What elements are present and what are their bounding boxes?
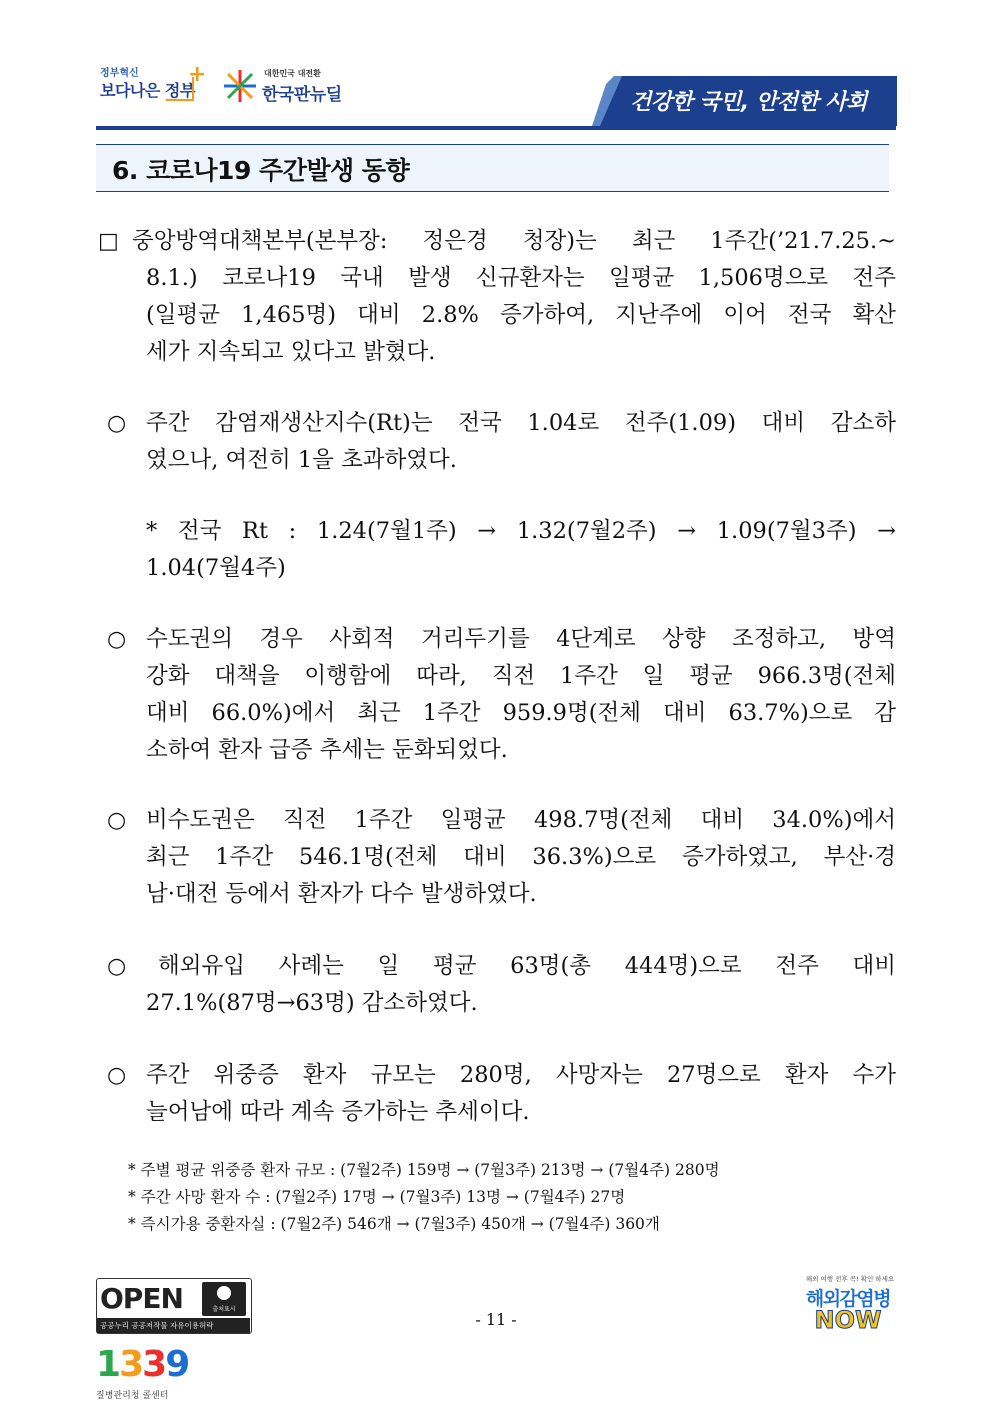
new-deal-top-text: 대한민국 대전환: [264, 69, 321, 78]
govt-innovation-logo: [100, 62, 207, 112]
bullet-capital-area: [146, 621, 896, 769]
bullet-line: 수도권의 경우 사회적 거리두기를 4단계로 상향 조정하고, 방역: [146, 626, 896, 652]
bullet-line: 주간 위중증 환자 규모는 280명, 사망자는 27명으로 환자 수가: [146, 1062, 896, 1088]
now-sub-text: NOW: [814, 1306, 882, 1334]
kogl-open-badge: [96, 1278, 252, 1334]
bullet-line: 27.1%(87명→63명) 감소하였다.: [146, 990, 478, 1016]
now-top-text: 해외 여행 전후 꼭! 확인 하세요: [805, 1275, 895, 1283]
kdca-1339-logo: [96, 1344, 206, 1402]
paragraph-line: (일평균 1,465명) 대비 2.8% 증가하여, 지난주에 이어 전국 확산: [146, 302, 896, 328]
paragraph-line: 중앙방역대책본부(본부장: 정은경 청장)는 최근 1주간(’21.7.25.~: [132, 228, 896, 254]
paragraph-line: 세가 지속되고 있다고 밝혔다.: [146, 339, 436, 365]
govt-logo-top-text: 정부혁신: [100, 68, 139, 79]
page-number: - 11 -: [475, 1310, 517, 1329]
square-bullet-icon: □: [98, 229, 119, 254]
plus-icon: +: [188, 62, 207, 87]
circle-bullet-icon: ○: [107, 411, 127, 436]
footnote-icu: * 즉시가용 중환자실 : (7월2주) 546개 → (7월3주) 450개 → (7월4주) 360개: [128, 1215, 660, 1233]
new-deal-main-text: 한국판뉴딜: [262, 85, 342, 105]
bullet-line: 대비 66.0%)에서 최근 1주간 959.9명(전체 대비 63.7%)으로 감: [146, 700, 896, 726]
korean-new-deal-logo: [222, 64, 362, 110]
open-side-text: 출처표시: [212, 1306, 236, 1313]
header-divider: [96, 126, 896, 130]
slogan-banner: [592, 76, 897, 126]
bullet-severe-cases: [146, 1057, 896, 1131]
paragraph-line: 8.1.) 코로나19 국내 발생 신규환자는 일평균 1,506명으로 전주: [146, 265, 896, 291]
circle-bullet-icon: ○: [107, 808, 127, 833]
bullet-rt: [146, 405, 896, 479]
slogan-text: 건강한 국민, 안전한 사회: [630, 90, 867, 115]
circle-bullet-icon: ○: [107, 627, 127, 652]
bullet-line: 주간 감염재생산지수(Rt)는 전국 1.04로 전주(1.09) 대비 감소하: [146, 410, 896, 436]
main-paragraph-continued: [146, 260, 896, 371]
footnote-severe: * 주별 평균 위중증 환자 규모 : (7월2주) 159명 → (7월3주) 213명 → (7월4주) 280명: [128, 1161, 720, 1179]
rt-note-line: 1.04(7월4주): [146, 555, 286, 581]
bullet-line: 강화 대책을 이행함에 따라, 직전 1주간 일 평균 966.3명(전체: [146, 663, 896, 689]
footnote-deaths: * 주간 사망 환자 수 : (7월2주) 17명 → (7월3주) 13명 → (7월4주) 27명: [128, 1188, 626, 1206]
now-main-text: 해외감염병: [805, 1288, 891, 1310]
rt-note: [146, 513, 896, 587]
circle-bullet-icon: ○: [107, 1063, 127, 1088]
bullet-overseas-continued: [146, 985, 896, 1022]
circle-bullet-icon: ○: [107, 954, 127, 979]
bullet-line: 최근 1주간 546.1명(전체 대비 36.3%)으로 증가하였고, 부산·경: [146, 844, 896, 870]
bullet-line: 해외유입 사례는 일 평균 63명(총 444명)으로 전주 대비: [158, 953, 896, 979]
logo-1339-number: 1339: [96, 1344, 189, 1385]
main-paragraph: [132, 223, 896, 260]
overseas-infection-now-logo: [798, 1272, 898, 1338]
attribution-icon: [202, 1282, 246, 1316]
bullet-line: 비수도권은 직전 1주간 일평균 498.7명(전체 대비 34.0%)에서: [146, 807, 896, 833]
rt-note-line: * 전국 Rt : 1.24(7월1주) → 1.32(7월2주) → 1.09(7월3주) →: [146, 518, 896, 544]
bullet-line: 소하여 환자 급증 추세는 둔화되었다.: [146, 737, 508, 763]
section-title-box: [96, 144, 889, 192]
open-label: OPEN: [100, 1282, 183, 1315]
section-title: 6. 코로나19 주간발생 동향: [112, 156, 410, 185]
logo-1339-caption: 질병관리청 콜센터: [96, 1391, 169, 1401]
govt-logo-main-text: 보다나은 정부: [100, 81, 195, 100]
bullet-line: 늘어남에 따라 계속 증가하는 추세이다.: [146, 1099, 530, 1125]
new-deal-star-icon: [222, 68, 258, 104]
bullet-line: 남·대전 등에서 환자가 다수 발생하였다.: [146, 881, 537, 907]
bullet-overseas: [158, 948, 896, 985]
bullet-line: 였으나, 여전히 1을 초과하였다.: [146, 447, 457, 473]
open-caption: 공공누리 공공저작물 자유이용허락: [100, 1321, 214, 1330]
bullet-non-capital-area: [146, 802, 896, 913]
